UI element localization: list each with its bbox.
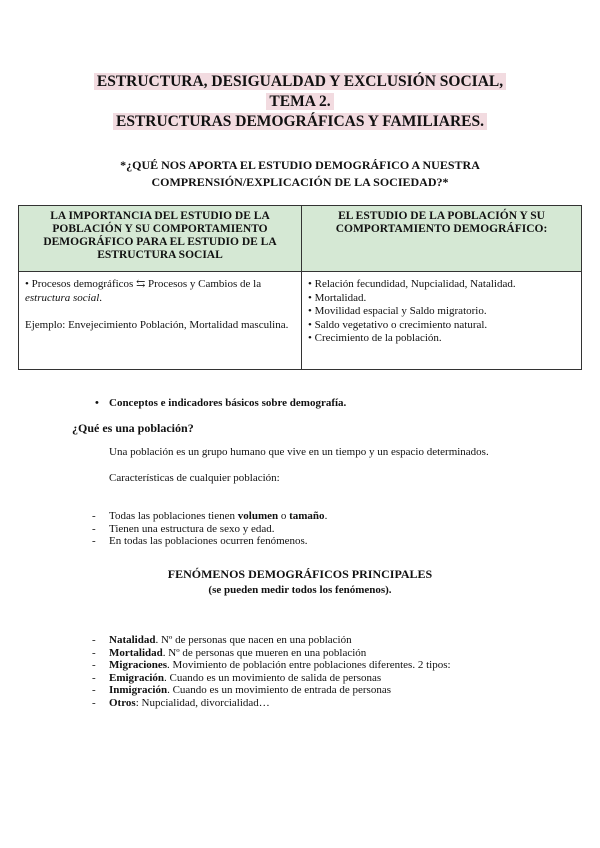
concepts-label: Conceptos e indicadores básicos sobre demografía.	[109, 397, 347, 409]
concepts-bullet	[95, 397, 346, 409]
left-example: Ejemplo: Envejecimiento Población, Mortalidad masculina.	[25, 319, 289, 331]
question-line-2: COMPRENSIÓN/EXPLICACIÓN DE LA SOCIEDAD?*	[151, 175, 449, 189]
title-line-2: TEMA 2.	[266, 93, 333, 110]
list-item: - Natalidad. Nº de personas que nacen en una población	[92, 634, 352, 646]
phenomena-list	[92, 634, 451, 709]
guiding-question	[95, 157, 505, 191]
title-line-3: ESTRUCTURAS DEMOGRÁFICAS Y FAMILIARES.	[113, 113, 487, 130]
table-row	[19, 272, 582, 370]
list-item: • Movilidad espacial y Saldo migratorio.	[308, 305, 487, 317]
question-line-1: *¿QUÉ NOS APORTA EL ESTUDIO DEMOGRÁFICO A NUESTRA	[120, 158, 480, 172]
table-header-row	[19, 206, 582, 272]
comparison-table	[18, 205, 582, 370]
list-item: • Crecimiento de la población.	[308, 332, 442, 344]
list-item: - Inmigración. Cuando es un movimiento de entrada de personas	[92, 684, 391, 696]
table-header-left: LA IMPORTANCIA DEL ESTUDIO DE LA POBLACIÓN Y SU COMPORTAMIENTO DEMOGRÁFICO PARA EL ESTUDIO DE LA ESTRUCTURA SOCIAL	[19, 206, 302, 272]
characteristics-list	[92, 510, 327, 548]
title-line-1: ESTRUCTURA, DESIGUALDAD Y EXCLUSIÓN SOCIAL,	[94, 73, 506, 90]
phenomena-subheading: (se pueden medir todos los fenómenos).	[208, 584, 392, 596]
population-heading: ¿Qué es una población?	[72, 421, 194, 435]
list-item: - Emigración. Cuando es un movimiento de salida de personas	[92, 671, 382, 684]
list-item: • Saldo vegetativo o crecimiento natural.	[308, 318, 488, 331]
list-item: - Todas las poblaciones tienen volumen o tamaño.	[92, 510, 328, 522]
list-item: - Mortalidad. Nº de personas que mueren en una población	[92, 646, 367, 659]
document-title	[60, 72, 540, 132]
list-item: - Tienen una estructura de sexo y edad.	[92, 522, 275, 535]
bullet-icon: •	[95, 397, 99, 409]
characteristics-intro: Características de cualquier población:	[109, 472, 280, 484]
left-bullet-line: • Procesos demográficos ⇆ Procesos y Cambios de la estructura social.	[25, 278, 262, 304]
list-item: - Migraciones. Movimiento de población entre poblaciones diferentes. 2 tipos:	[92, 659, 451, 671]
list-item: • Relación fecundidad, Nupcialidad, Natalidad.	[308, 278, 516, 290]
phenomena-heading: FENÓMENOS DEMOGRÁFICOS PRINCIPALES	[167, 567, 433, 581]
table-cell-right	[302, 272, 582, 370]
right-list	[308, 278, 575, 346]
list-item: - En todas las poblaciones ocurren fenómenos.	[92, 535, 308, 547]
table-cell-left	[19, 272, 302, 370]
list-item: • Mortalidad.	[308, 291, 367, 304]
table-header-right: EL ESTUDIO DE LA POBLACIÓN Y SU COMPORTAMIENTO DEMOGRÁFICO:	[302, 206, 582, 272]
population-definition: Una población es un grupo humano que vive en un tiempo y un espacio determinados.	[109, 446, 489, 458]
list-item: - Otros: Nupcialidad, divorcialidad…	[92, 696, 270, 709]
